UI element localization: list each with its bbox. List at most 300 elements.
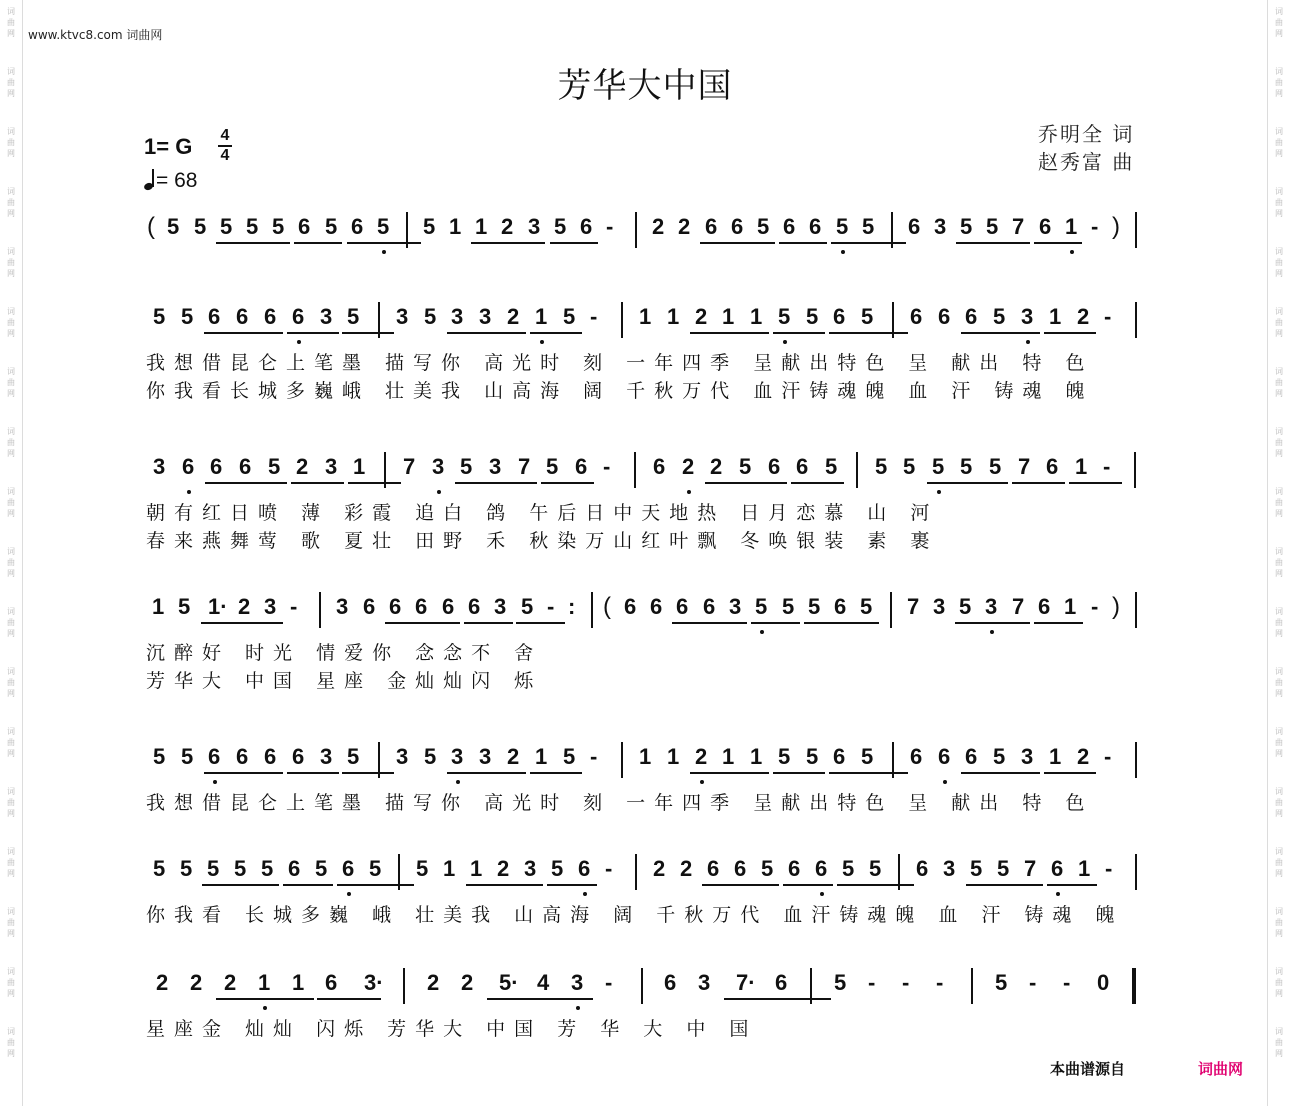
notation-symbol: 6 [1046,454,1059,479]
lyrics-line: 我想借昆仑上笔墨 描写你 高光时 刻 一年四季 呈献出特色 呈 献出 特 色 [146,792,1094,814]
notation-symbol: 1 [1078,856,1091,881]
notation-symbol: 6 [910,744,923,769]
notation-symbol: 6 [965,744,978,769]
octave-dot [937,490,941,494]
watermark-text: 词 曲 网 [7,727,15,758]
notation-symbol: 6 [292,304,305,329]
notation-symbol: 2 [224,970,237,995]
barline [856,452,858,488]
octave-dot [583,892,587,896]
watermark-text: 词 曲 网 [1275,127,1283,158]
notation-symbol: 6 [676,594,689,619]
notation-symbol: 5 [836,214,849,239]
dash-extension: - [1063,970,1071,995]
beam-underline [955,482,1008,484]
notation-symbol: 2 [653,856,666,881]
notation-symbol: 1 [1065,214,1078,239]
dash-extension: - [603,454,611,479]
notation-symbol: 2 [678,214,691,239]
lyrics-line: 星座金 灿灿 闪烁 芳华大 中国 芳 华 大 中 国 [146,1018,758,1040]
watermark-text: 词 曲 网 [1275,967,1283,998]
notation-symbol: 5 [960,454,973,479]
notation-symbol: 3 [451,744,464,769]
lyricist-credit: 乔明全 词 [1038,122,1135,146]
beam-underline [530,332,582,334]
notation-symbol: 5 [778,744,791,769]
notation-symbol: 6 [264,304,277,329]
notation-symbol: 1 [667,304,680,329]
watermark-text: 词 曲 网 [7,547,15,578]
notation-symbol: 5 [861,744,874,769]
notation-symbol: 2 [461,970,474,995]
beam-underline [734,482,787,484]
notation-symbol: 5 [153,744,166,769]
notation-symbol: 5 [347,744,360,769]
notation-symbol: 1 [639,304,652,329]
beam-underline [717,332,769,334]
notation-symbol: 6 [815,856,828,881]
tempo-value: = 68 [156,169,198,192]
source-site-link[interactable]: 词曲网 [1198,1060,1244,1078]
notation-symbol: 1 [475,214,488,239]
beam-underline [373,242,421,244]
watermark-text: 词 曲 网 [7,667,15,698]
notation-symbol: 6 [182,454,195,479]
notation-symbol: 7· [736,970,756,995]
notation-symbol: 3 [320,304,333,329]
beam-underline [729,884,779,886]
dash-extension: - [902,970,910,995]
notation-symbol: 1 [258,970,271,995]
notation-symbol: 6 [1039,214,1052,239]
notation-symbol: 1 [722,304,735,329]
notation-symbol: 6 [731,214,744,239]
notation-symbol: 7 [1012,214,1025,239]
octave-dot [841,250,845,254]
beam-underline [231,772,283,774]
octave-dot [820,892,824,896]
watermark-text: 词 曲 网 [1275,67,1283,98]
notation-symbol: 6 [965,304,978,329]
beam-underline [283,884,333,886]
octave-dot [1026,340,1030,344]
notation-symbol: 6 [1051,856,1064,881]
beam-underline [541,482,594,484]
notation-symbol: 5 [546,454,559,479]
notation-symbol: 2 [427,970,440,995]
right-watermark-strip [1267,0,1290,1106]
notation-symbol: : [568,594,576,619]
notation-symbol: 1 [353,454,366,479]
notation-symbol: 3 [494,594,507,619]
barline [621,742,623,778]
notation-symbol: 3 [934,214,947,239]
notation-symbol: 5 [220,214,233,239]
notation-symbol: 5 [860,594,873,619]
barline [890,592,892,628]
beam-underline [242,242,290,244]
notation-symbol: 6 [938,744,951,769]
beam-underline [229,884,279,886]
notation-symbol: 5 [778,304,791,329]
watermark-text: 词 曲 网 [1275,607,1283,638]
notation-symbol: 0 [1097,970,1110,995]
notation-symbol: 5 [875,454,888,479]
beam-underline [547,884,597,886]
notation-symbol: 5 [862,214,875,239]
notation-symbol: 6 [624,594,637,619]
notation-symbol: 5 [234,856,247,881]
notation-symbol: 6 [707,856,720,881]
notation-symbol: 6 [796,454,809,479]
beam-underline [1044,332,1096,334]
repeat-parenthesis: ( [603,593,611,620]
beam-underline [982,242,1030,244]
notation-symbol: 5 [755,594,768,619]
beam-underline [864,884,914,886]
notation-symbol: 2 [695,304,708,329]
notation-symbol: 1 [292,970,305,995]
dash-extension: - [290,594,298,619]
lyrics-line: 春来燕舞莺 歌 夏壮 田野 禾 秋染万山红叶飘 冬唤银装 素 裹 [146,530,939,552]
beam-underline [234,622,283,624]
dash-extension: - [1091,594,1099,619]
notation-symbol: 6 [650,594,663,619]
notation-symbol: 5 [842,856,855,881]
notation-symbol: 5 [325,214,338,239]
dash-extension: - [606,214,614,239]
notation-symbol: 1 [722,744,735,769]
notation-symbol: 6 [208,304,221,329]
notation-symbol: 6 [938,304,951,329]
octave-dot [576,1006,580,1010]
watermark-text: 词 曲 网 [1275,547,1283,578]
notation-symbol: 2 [190,970,203,995]
notation-symbol: 2 [710,454,723,479]
dash-extension: - [590,744,598,769]
dash-extension: - [605,970,613,995]
beam-underline [231,332,283,334]
watermark-text: 词 曲 网 [7,907,15,938]
beam-underline [348,482,401,484]
notation-symbol: 1 [1075,454,1088,479]
barline [892,302,894,338]
watermark-text: 词 曲 网 [7,967,15,998]
notation-symbol: 7 [907,594,920,619]
octave-dot [437,490,441,494]
quarter-note-icon [144,168,156,190]
octave-dot [1056,892,1060,896]
notation-symbol: 6 [809,214,822,239]
notation-symbol: 3· [364,970,384,995]
beam-underline [988,772,1040,774]
notation-symbol: 5 [806,304,819,329]
beam-underline [773,772,825,774]
credits [1038,120,1134,176]
notation-symbol: 3 [432,454,445,479]
octave-dot [347,892,351,896]
notation-symbol: 6 [208,744,221,769]
beam-underline [411,622,460,624]
lyrics-line: 你我看 长城多巍 峨 壮美我 山高海 阔 千秋万代 血汗铸魂魄 血 汗 铸魂 魄 [146,904,1124,926]
notation-symbol: 6 [788,856,801,881]
beam-underline [751,622,800,624]
notation-symbol: 5 [181,304,194,329]
beam-underline [856,772,908,774]
notation-symbol: 7 [1018,454,1031,479]
notation-symbol: 5 [369,856,382,881]
beam-underline [830,622,879,624]
notation-symbol: 5 [739,454,752,479]
notation-symbol: 5 [960,214,973,239]
notation-symbol: 3 [336,594,349,619]
barline [635,212,637,248]
barline [406,212,408,248]
notation-symbol: 6 [578,856,591,881]
octave-dot [783,340,787,344]
barline [378,742,380,778]
notation-symbol: 6 [342,856,355,881]
barline [398,854,400,890]
notation-symbol: 5 [246,214,259,239]
notation-symbol: 1 [470,856,483,881]
barline [971,968,973,1004]
barline [378,302,380,338]
barline [384,452,386,488]
notation-symbol: 5 [178,594,191,619]
notation-symbol: 5 [834,970,847,995]
barline [1134,452,1136,488]
notation-symbol: 6 [389,594,402,619]
watermark-text: 词 曲 网 [7,487,15,518]
notation-symbol: 3 [396,744,409,769]
barline [891,212,893,248]
notation-symbol: 2 [238,594,251,619]
beam-underline [550,242,598,244]
notation-symbol: 2 [1077,744,1090,769]
repeat-parenthesis: ( [147,213,155,240]
lyrics-line: 朝有红日喷 薄 彩霞 追白 鸽 午后日中天地热 日月恋慕 山 河 [146,502,939,524]
notation-symbol: 3 [729,594,742,619]
notation-symbol: 6 [1038,594,1051,619]
notation-symbol: 6 [575,454,588,479]
notation-symbol: 1 [639,744,652,769]
lyrics-line: 沉醉好 时光 情爱你 念念不 舍 [146,642,543,664]
notation-symbol: 5 [986,214,999,239]
dash-extension: - [1029,970,1037,995]
barline [1132,968,1136,1004]
notation-symbol: 5 [959,594,972,619]
notation-symbol: 6 [292,744,305,769]
notation-symbol: 3 [479,744,492,769]
notation-symbol: 5 [989,454,1002,479]
beam-underline [529,998,593,1000]
dash-extension: - [590,304,598,329]
notation-symbol: 3 [524,856,537,881]
barline [634,452,636,488]
watermark-text: 词 曲 网 [7,187,15,218]
notation-symbol: 3 [325,454,338,479]
beam-underline [516,622,565,624]
site-url[interactable]: www.ktvc8.com 词曲网 [28,28,163,42]
watermark-text: 词 曲 网 [7,67,15,98]
barline [1135,592,1137,628]
beam-underline [981,622,1030,624]
watermark-text: 词 曲 网 [1275,487,1283,518]
beam-underline [484,482,537,484]
notation-symbol: 1· [208,594,228,619]
barline [403,968,405,1004]
octave-dot [213,780,217,784]
notation-symbol: 5 [551,856,564,881]
octave-dot [687,490,691,494]
notation-symbol: 2 [682,454,695,479]
notation-symbol: 5 [761,856,774,881]
watermark-text: 词 曲 网 [1275,727,1283,758]
source-note: 本曲谱源自 [1050,1060,1126,1078]
notation-symbol: 6 [833,744,846,769]
notation-symbol: 3 [933,594,946,619]
beam-underline [993,884,1043,886]
notation-symbol: 5 [563,744,576,769]
watermark-text: 词 曲 网 [7,367,15,398]
notation-symbol: 6 [775,970,788,995]
barline [1135,742,1137,778]
lyrics-line: 芳华大 中国 星座 金灿灿闪 烁 [146,670,543,692]
watermark-text: 词 曲 网 [1275,427,1283,458]
notation-symbol: 1 [1049,304,1062,329]
octave-dot [382,250,386,254]
barline [641,968,643,1004]
beam-underline [464,622,513,624]
notation-symbol: 6 [468,594,481,619]
beam-underline [773,332,825,334]
barline [898,854,900,890]
notation-symbol: 5 [782,594,795,619]
notation-symbol: 1 [1049,744,1062,769]
beam-underline [856,332,908,334]
watermark-text: 词 曲 网 [1275,247,1283,278]
notation-symbol: 6 [415,594,428,619]
notation-symbol: 5 [997,856,1010,881]
notation-symbol: 5 [970,856,983,881]
notation-symbol: 6 [236,304,249,329]
watermark-text: 词 曲 网 [1275,187,1283,218]
notation-symbol: 3 [571,970,584,995]
notation-symbol: 5 [377,214,390,239]
beam-underline [1047,884,1097,886]
repeat-parenthesis: ) [1112,213,1120,240]
barline [591,592,593,628]
notation-symbol: 2 [501,214,514,239]
notation-symbol: 6 [783,214,796,239]
notation-symbol: 5 [757,214,770,239]
notation-symbol: 1 [535,744,548,769]
notation-symbol: 5 [460,454,473,479]
watermark-text: 词 曲 网 [7,1027,15,1058]
notation-symbol: 3 [153,454,166,479]
notation-symbol: 6 [908,214,921,239]
beam-underline [858,242,906,244]
dash-extension: - [605,856,613,881]
beam-underline [234,482,287,484]
notation-symbol: 5 [207,856,220,881]
notation-symbol: 5 [424,304,437,329]
notation-symbol: 7 [403,454,416,479]
watermark-text: 词 曲 网 [1275,907,1283,938]
watermark-text: 词 曲 网 [1275,1027,1283,1058]
key-signature: 1= G [144,134,193,159]
repeat-parenthesis: ) [1112,593,1120,620]
notation-symbol: 1 [535,304,548,329]
notation-symbol: 2 [497,856,510,881]
octave-dot [187,490,191,494]
notation-symbol: 5 [808,594,821,619]
notation-symbol: 6 [768,454,781,479]
notation-symbol: 5 [153,856,166,881]
beam-underline [474,332,526,334]
lyrics-line: 我想借昆仑上笔墨 描写你 高光时 刻 一年四季 呈献出特色 呈 献出 特 色 [146,352,1094,374]
beam-underline [250,998,314,1000]
barline [1135,854,1137,890]
notation-symbol: 6 [664,970,677,995]
notation-symbol: 5 [167,214,180,239]
beam-underline [474,772,526,774]
notation-symbol: 5 [995,970,1008,995]
left-watermark-strip [0,0,23,1106]
octave-dot [760,630,764,634]
dash-extension: - [1091,214,1099,239]
watermark-text: 词 曲 网 [7,427,15,458]
notation-symbol: 6 [910,304,923,329]
notation-symbol: 6 [916,856,929,881]
beam-underline [530,772,582,774]
notation-symbol: 5 [261,856,274,881]
notation-symbol: 5 [993,744,1006,769]
notation-symbol: 5 [993,304,1006,329]
notation-symbol: 3 [320,744,333,769]
notation-symbol: 4 [537,970,550,995]
notation-symbol: 5 [869,856,882,881]
watermark-text: 词 曲 网 [7,607,15,638]
notation-symbol: 3 [396,304,409,329]
notation-symbol: 2 [507,304,520,329]
beam-underline [779,242,827,244]
beam-underline [698,622,747,624]
notation-symbol: 3 [479,304,492,329]
watermark-text: 词 曲 网 [1275,667,1283,698]
notation-symbol: 5 [315,856,328,881]
notation-symbol: 3 [943,856,956,881]
notation-symbol: 7 [518,454,531,479]
dash-extension: - [1104,304,1112,329]
notation-symbol: 5 [180,856,193,881]
tempo-marking [144,168,197,193]
watermark-text: 词 曲 网 [1275,787,1283,818]
notation-symbol: 3 [489,454,502,479]
notation-symbol: 2 [296,454,309,479]
notation-symbol: 1 [443,856,456,881]
notation-symbol: 6 [288,856,301,881]
watermark-text: 词 曲 网 [1275,847,1283,878]
notation-symbol: 6 [298,214,311,239]
barline [1135,302,1137,338]
beam-underline [1034,622,1083,624]
notation-symbol: 2 [1077,304,1090,329]
notation-symbol: 1 [750,304,763,329]
lyrics-line: 你我看长城多巍峨 壮美我 山高海 阔 千秋万代 血汗铸魂魄 血 汗 铸魂 魄 [146,380,1094,402]
notation-symbol: 1 [667,744,680,769]
